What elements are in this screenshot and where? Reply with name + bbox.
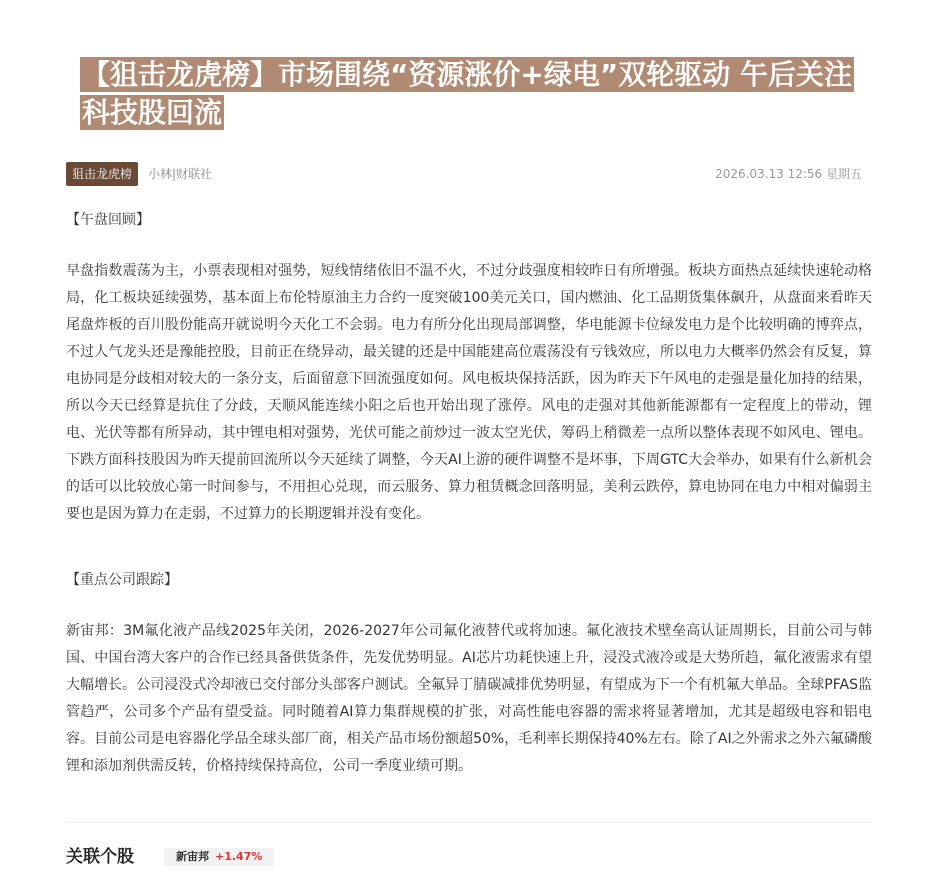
related-stocks-title: 关联个股: [66, 847, 134, 867]
article-meta: [66, 162, 862, 186]
article-title: [80, 56, 870, 132]
section-body-company-tracking: 新宙邦：3M氟化液产品线2025年关闭，2026-2027年公司氟化液替代或将加速。氟化液技术壁垒高认证周期长，目前公司与韩国、中国台湾大客户的合作已经具备供货条件，先发优势明显。AI芯片功耗快速上升，浸没式液冷或是大势所趋，氟化液需求有望大幅增长。公司浸没式冷却液已交付部分头部客户测试。全氟异丁腈碳减排优势明显，有望成为下一个有机氟大单品。全球PFAS监管趋严，公司多个产品有望受益。同时随着AI算力集群规模的扩张，对高性能电容器的需求将显著增加，尤其是超级电容和铝电容。目前公司是电容器化学品全球头部厂商，相关产品市场份额超50%，毛利率长期保持40%左右。除了AI之外需求之外六氟磷酸锂和添加剂供需反转，价格持续保持高位，公司一季度业绩可期。: [66, 623, 872, 774]
section-heading-midday-review: 【午盘回顾】: [66, 212, 150, 228]
stock-change: +1.47%: [215, 850, 263, 863]
stock-name: 新宙邦: [176, 850, 209, 863]
publish-date: 2026.03.13 12:56 星期五: [715, 167, 862, 181]
article-title-text: 【狙击龙虎榜】市场围绕“资源涨价+绿电”双轮驱动 午后关注科技股回流: [82, 58, 853, 129]
column-tag-button[interactable]: 狙击龙虎榜: [66, 162, 138, 186]
related-stocks: [66, 845, 872, 869]
stock-chip[interactable]: [164, 848, 274, 866]
section-body-midday-review: 早盘指数震荡为主，小票表现相对强势，短线情绪依旧不温不火，不过分歧强度相较昨日有所增强。板块方面热点延续快速轮动格局，化工板块延续强势，基本面上布伦特原油主力合约一度突破100美元关口，国内燃油、化工品期货集体飙升，从盘面来看昨天尾盘炸板的百川股份能高开就说明今天化工不会弱。电力有所分化出现局部调整，华电能源卡位绿发电力是个比较明确的博弈点，不过人气龙头还是豫能控股，目前正在绕异动，最关键的还是中国能建高位震荡没有亏钱效应，所以电力大概率仍然会有反复，算电协同是分歧相对较大的一条分支，后面留意下回流强度如何。风电板块保持活跃，因为昨天下午风电的走强是量化加持的结果，所以今天已经算是抗住了分歧，天顺风能连续小阳之后也开始出现了涨停。风电的走强对其他新能源都有一定程度上的带动，锂电、光伏等都有所异动，其中锂电相对强势，光伏可能之前炒过一波太空光伏，筹码上稍微差一点所以整体表现不如风电、锂电。下跌方面科技股因为昨天提前回流所以今天延续了调整，今天AI上游的硬件调整不是坏事，下周GTC大会举办，如果有什么新机会的话可以比较放心第一时间参与，不用担心兑现，而云服务、算力租赁概念回落明显，美利云跌停，算电协同在电力中相对偏弱主要也是因为算力在走弱，不过算力的长期逻辑并没有变化。: [66, 263, 872, 522]
author-label: 小林|财联社: [148, 167, 213, 181]
section-divider: [66, 822, 872, 823]
section-heading-company-tracking: 【重点公司跟踪】: [66, 572, 178, 588]
